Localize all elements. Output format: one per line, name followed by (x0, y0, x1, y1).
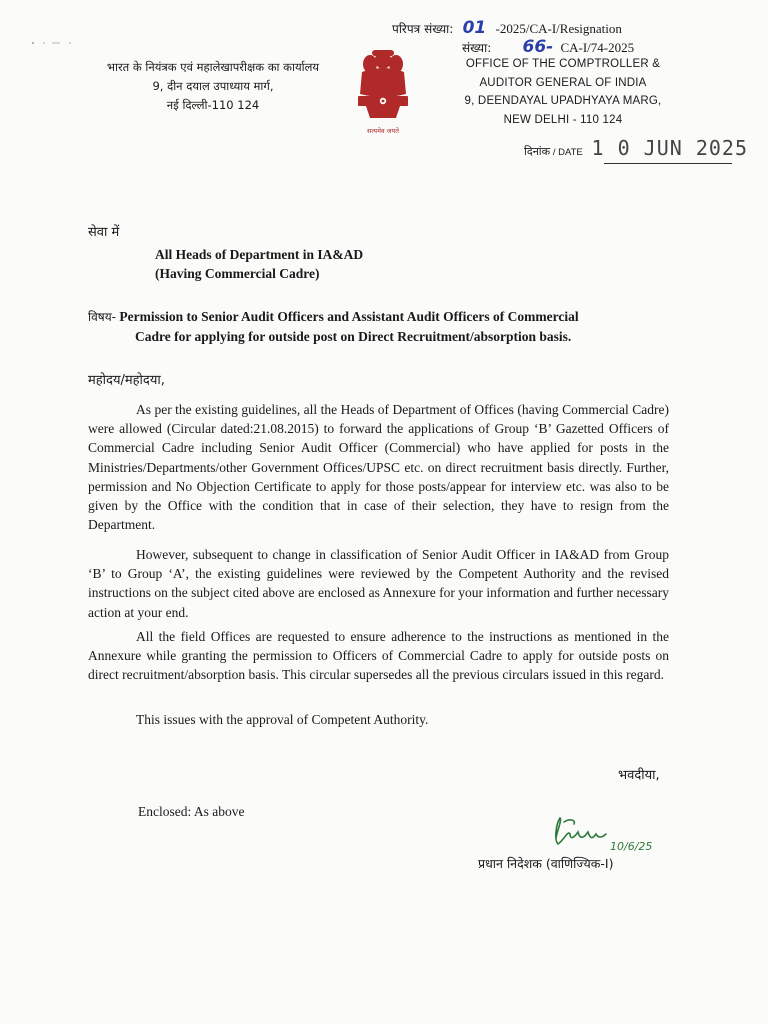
circular-number-line (392, 18, 622, 38)
circular-handwritten-number: 01 (462, 18, 487, 38)
recipient-block (155, 245, 363, 283)
office-line4: NEW DELHI - 110 124 (503, 113, 623, 126)
file-handwritten-number: 66- (522, 37, 554, 57)
file-number-line (462, 37, 634, 57)
office-line3: 9, DEENDAYAL UPADHYAYA MARG, (464, 95, 662, 107)
subject-label: विषय- (88, 310, 117, 324)
circular-label: परिपत्र संख्या: (392, 22, 454, 36)
national-emblem-icon (352, 42, 414, 140)
body-paragraph-1: As per the existing guidelines, all the Heads of Department of Offices (having Commercial Cadre) were allowed (Circular dated:21.08.2015) to forward the applications of Group ‘B’ Gazetted Officers of Commercial Cadre including Senior Audit Officer (Commercial) who have applied for posts in the Ministries/Departments/other Government Offices/UPSC etc. on direct recruitment basis directly. Further, permission and No Objection Certificate to apply for those posts/appear for interview etc. was also to be given by the Office with the condition that in case of their selection, they have to resign from the Department. (88, 402, 669, 533)
recipient-line2: (Having Commercial Cadre) (155, 266, 320, 281)
date-label: / DATE (552, 147, 583, 158)
body-paragraph-4: This issues with the approval of Competent Authority. (136, 712, 429, 727)
hindi-office-address (88, 58, 338, 115)
body-paragraph-3: All the field Offices are requested to ensure adherence to the instructions as mentioned in the Annexure while granting the permission to Officers of Commercial Cadre to apply for outside posts on direct recruitment/absorption basis. This circular supersedes all the previous circulars issued in this regard. (88, 629, 669, 683)
scan-mark (30, 40, 78, 46)
english-office-address (452, 55, 674, 129)
signatory-designation: प्रधान निदेशक (वाणिज्यिक-I) (478, 856, 614, 871)
hindi-office-line2: 9, दीन दयाल उपाध्याय मार्ग, (152, 79, 274, 93)
date-field (524, 136, 748, 160)
circular-suffix: -2025/CA-I/Resignation (495, 21, 622, 36)
subject-line2: Cadre for applying for outside post on Direct Recruitment/absorption basis. (135, 329, 572, 344)
signature-date: 10/6/25 (610, 840, 653, 853)
subject-line1: Permission to Senior Audit Officers and Assistant Audit Officers of Commercial (119, 309, 579, 324)
hindi-office-line1: भारत के नियंत्रक एवं महालेखापरीक्षक का कार्यालय (106, 60, 320, 74)
yours-faithfully: भवदीया, (618, 768, 660, 783)
office-line1: OFFICE OF THE COMPTROLLER & (465, 58, 661, 70)
date-stamp: 1 0 JUN 2025 (591, 136, 749, 160)
file-number-suffix: CA-I/74-2025 (560, 40, 635, 55)
hindi-office-line3: नई दिल्ली-110 124 (166, 98, 260, 112)
recipient-line1: All Heads of Department in IA&AD (155, 247, 364, 262)
date-hindi-label: दिनांक (524, 145, 551, 158)
office-line2: AUDITOR GENERAL OF INDIA (479, 76, 647, 89)
date-underline (604, 163, 732, 164)
body-paragraph-2: However, subsequent to change in classification of Senior Audit Officer in IA&AD from Group ‘B’ to Group ‘A’, the existing guidelines were reviewed by the Competent Authority and the revised instructions on the subject cited above are enclosed as Annexure for your information and further necessary action at your end. (88, 547, 669, 620)
salutation: महोदय/महोदया, (88, 373, 165, 388)
to-label: सेवा में (88, 225, 120, 240)
subject-block (88, 307, 680, 346)
emblem-motto: सत्यमेव जयते (367, 127, 399, 135)
file-number-label: संख्या: (462, 41, 492, 55)
enclosure-note: Enclosed: As above (138, 804, 245, 819)
